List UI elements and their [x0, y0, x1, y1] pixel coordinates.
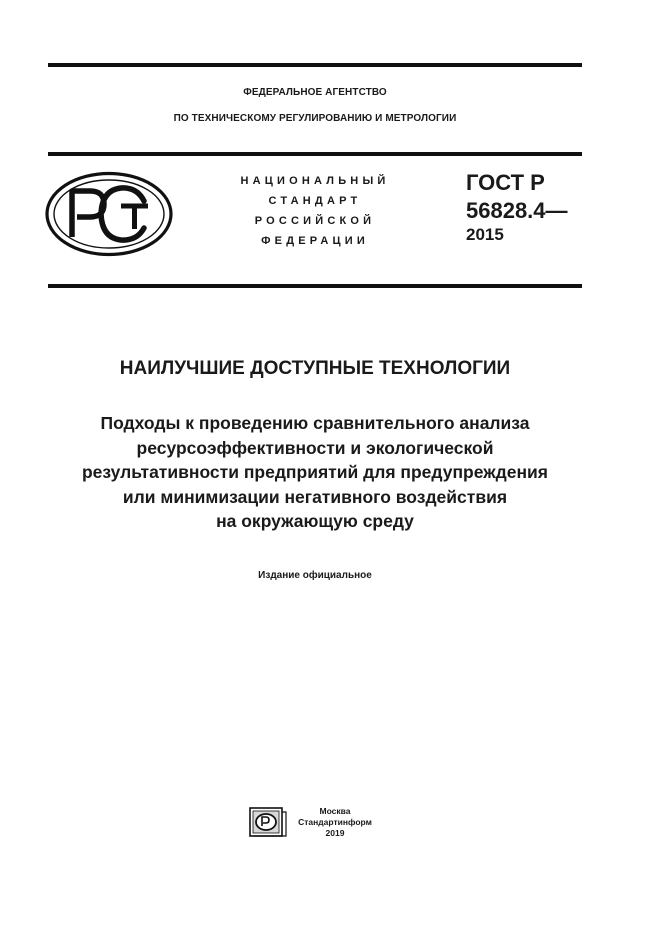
publisher-year: 2019: [325, 828, 345, 838]
publisher-name: Стандартинформ: [298, 817, 372, 827]
subtitle-line-3: результативности предприятий для предупреждения: [81, 462, 549, 482]
national-standard-label: [230, 171, 400, 251]
top-divider: [48, 63, 582, 67]
national-line-1: НАЦИОНАЛЬНЫЙ: [240, 175, 390, 187]
document-subtitle: [30, 411, 600, 534]
gost-number: 56828.4—: [466, 198, 568, 223]
publisher-info: [293, 806, 377, 839]
gost-prefix: ГОСТ Р: [466, 170, 545, 195]
edition-label: Издание официальное: [258, 570, 372, 581]
subtitle-line-2: ресурсоэффективности и экологической: [136, 437, 494, 458]
header-divider: [48, 152, 582, 156]
national-line-4: ФЕДЕРАЦИИ: [261, 235, 369, 247]
subtitle-line-1: Подходы к проведению сравнительного анализа: [100, 413, 530, 433]
subtitle-line-4: или минимизации негативного воздействия: [122, 486, 508, 507]
gost-designation: [466, 169, 568, 245]
standard-block-divider: [48, 284, 582, 288]
subtitle-line-5: на окружающую среду: [216, 511, 414, 531]
agency-name-line-2: ПО ТЕХНИЧЕСКОМУ РЕГУЛИРОВАНИЮ И МЕТРОЛОГИИ: [173, 113, 457, 124]
rst-certification-mark-icon: [44, 171, 174, 257]
national-line-2: СТАНДАРТ: [268, 195, 362, 207]
publisher-city: Москва: [319, 806, 351, 816]
national-line-3: РОССИЙСКОЙ: [254, 215, 376, 227]
standartinform-logo-icon: [249, 806, 287, 838]
gost-year: 2015: [466, 225, 504, 244]
document-title: НАИЛУЧШИЕ ДОСТУПНЫЕ ТЕХНОЛОГИИ: [119, 358, 511, 379]
agency-name-line-1: ФЕДЕРАЛЬНОЕ АГЕНТСТВО: [243, 87, 387, 98]
